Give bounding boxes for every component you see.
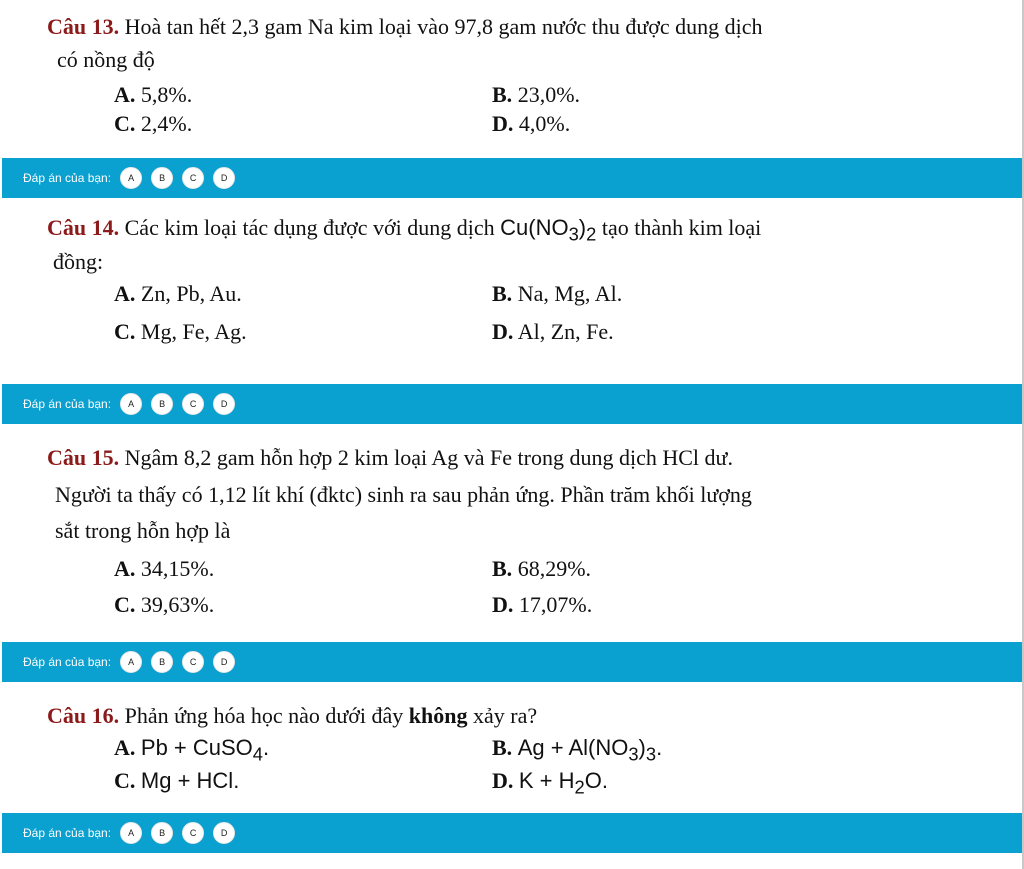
- question-stem: Câu 13. Hoà tan hết 2,3 gam Na kim loại vào 97,8 gam nước thu được dung dịch: [47, 14, 763, 39]
- question-number: Câu 15.: [47, 445, 120, 470]
- answer-label: Đáp án của bạn:: [23, 171, 112, 185]
- answer-label: Đáp án của bạn:: [23, 826, 112, 840]
- question-stem-line2: Người ta thấy có 1,12 lít khí (đktc) sinh ra sau phản ứng. Phần trăm khối lượng: [55, 482, 752, 507]
- choice-b-button[interactable]: B: [151, 167, 173, 189]
- option-a: A. Zn, Pb, Au.: [114, 281, 242, 306]
- option-b: B. 68,29%.: [492, 556, 592, 581]
- choice-a-button[interactable]: A: [120, 651, 142, 673]
- choice-d-button[interactable]: D: [213, 822, 235, 844]
- choice-d-button[interactable]: D: [213, 393, 235, 415]
- answer-label: Đáp án của bạn:: [23, 397, 112, 411]
- choice-a-button[interactable]: A: [120, 393, 142, 415]
- choice-c-button[interactable]: C: [182, 651, 204, 673]
- option-b: B. Na, Mg, Al.: [492, 281, 623, 306]
- option-c: C. Mg + HCl.: [114, 768, 240, 793]
- option-a: A. 34,15%.: [114, 556, 215, 581]
- choice-b-button[interactable]: B: [151, 822, 173, 844]
- answer-label: Đáp án của bạn:: [23, 655, 112, 669]
- option-a: A. Pb + CuSO$_4$.: [114, 735, 270, 765]
- question-stem-line2: có nồng độ: [57, 47, 155, 72]
- answer-bar-13: [2, 158, 1022, 198]
- option-d: D. 4,0%.: [492, 111, 571, 136]
- choice-d-button[interactable]: D: [213, 167, 235, 189]
- option-c: C. 2,4%.: [114, 111, 193, 136]
- option-c: C. Mg, Fe, Ag.: [114, 319, 247, 344]
- question-number: Câu 16.: [47, 703, 120, 728]
- choice-c-button[interactable]: C: [182, 167, 204, 189]
- choice-a-button[interactable]: A: [120, 822, 142, 844]
- option-d: D. $K + H_2O$.: [492, 768, 608, 798]
- choice-d-button[interactable]: D: [213, 651, 235, 673]
- question-stem-line2: đồng:: [53, 249, 104, 274]
- choice-b-button[interactable]: B: [151, 393, 173, 415]
- option-b: B. $Ag + Al(NO_3)_3$.: [492, 735, 663, 765]
- answer-bar-16: [2, 813, 1022, 853]
- question-stem: Câu 14. Các kim loại tác dụng được với dung dịch $Cu(NO_3)_2$ tạo thành kim loại: [47, 215, 762, 245]
- option-c: C. 39,63%.: [114, 592, 215, 617]
- option-d: D. 17,07%.: [492, 592, 593, 617]
- option-d: D. Al, Zn, Fe.: [492, 319, 614, 344]
- question-stem: Câu 15. Ngâm 8,2 gam hỗn hợp 2 kim loại Ag và Fe trong dung dịch HCl dư.: [47, 445, 733, 470]
- option-a: A. 5,8%.: [114, 82, 193, 107]
- choice-c-button[interactable]: C: [182, 393, 204, 415]
- choice-b-button[interactable]: B: [151, 651, 173, 673]
- option-b: B. 23,0%.: [492, 82, 581, 107]
- question-number: Câu 14.: [47, 215, 120, 240]
- question-stem: Câu 16. Phản ứng hóa học nào dưới đây không xảy ra?: [47, 703, 538, 728]
- answer-bar-14: [2, 384, 1022, 424]
- choice-a-button[interactable]: A: [120, 167, 142, 189]
- choice-c-button[interactable]: C: [182, 822, 204, 844]
- formula: $Cu(NO_3)_2$: [500, 215, 597, 245]
- answer-bar-15: [2, 642, 1022, 682]
- question-stem-line3: sắt trong hỗn hợp là: [55, 518, 231, 543]
- question-number: Câu 13.: [47, 14, 120, 39]
